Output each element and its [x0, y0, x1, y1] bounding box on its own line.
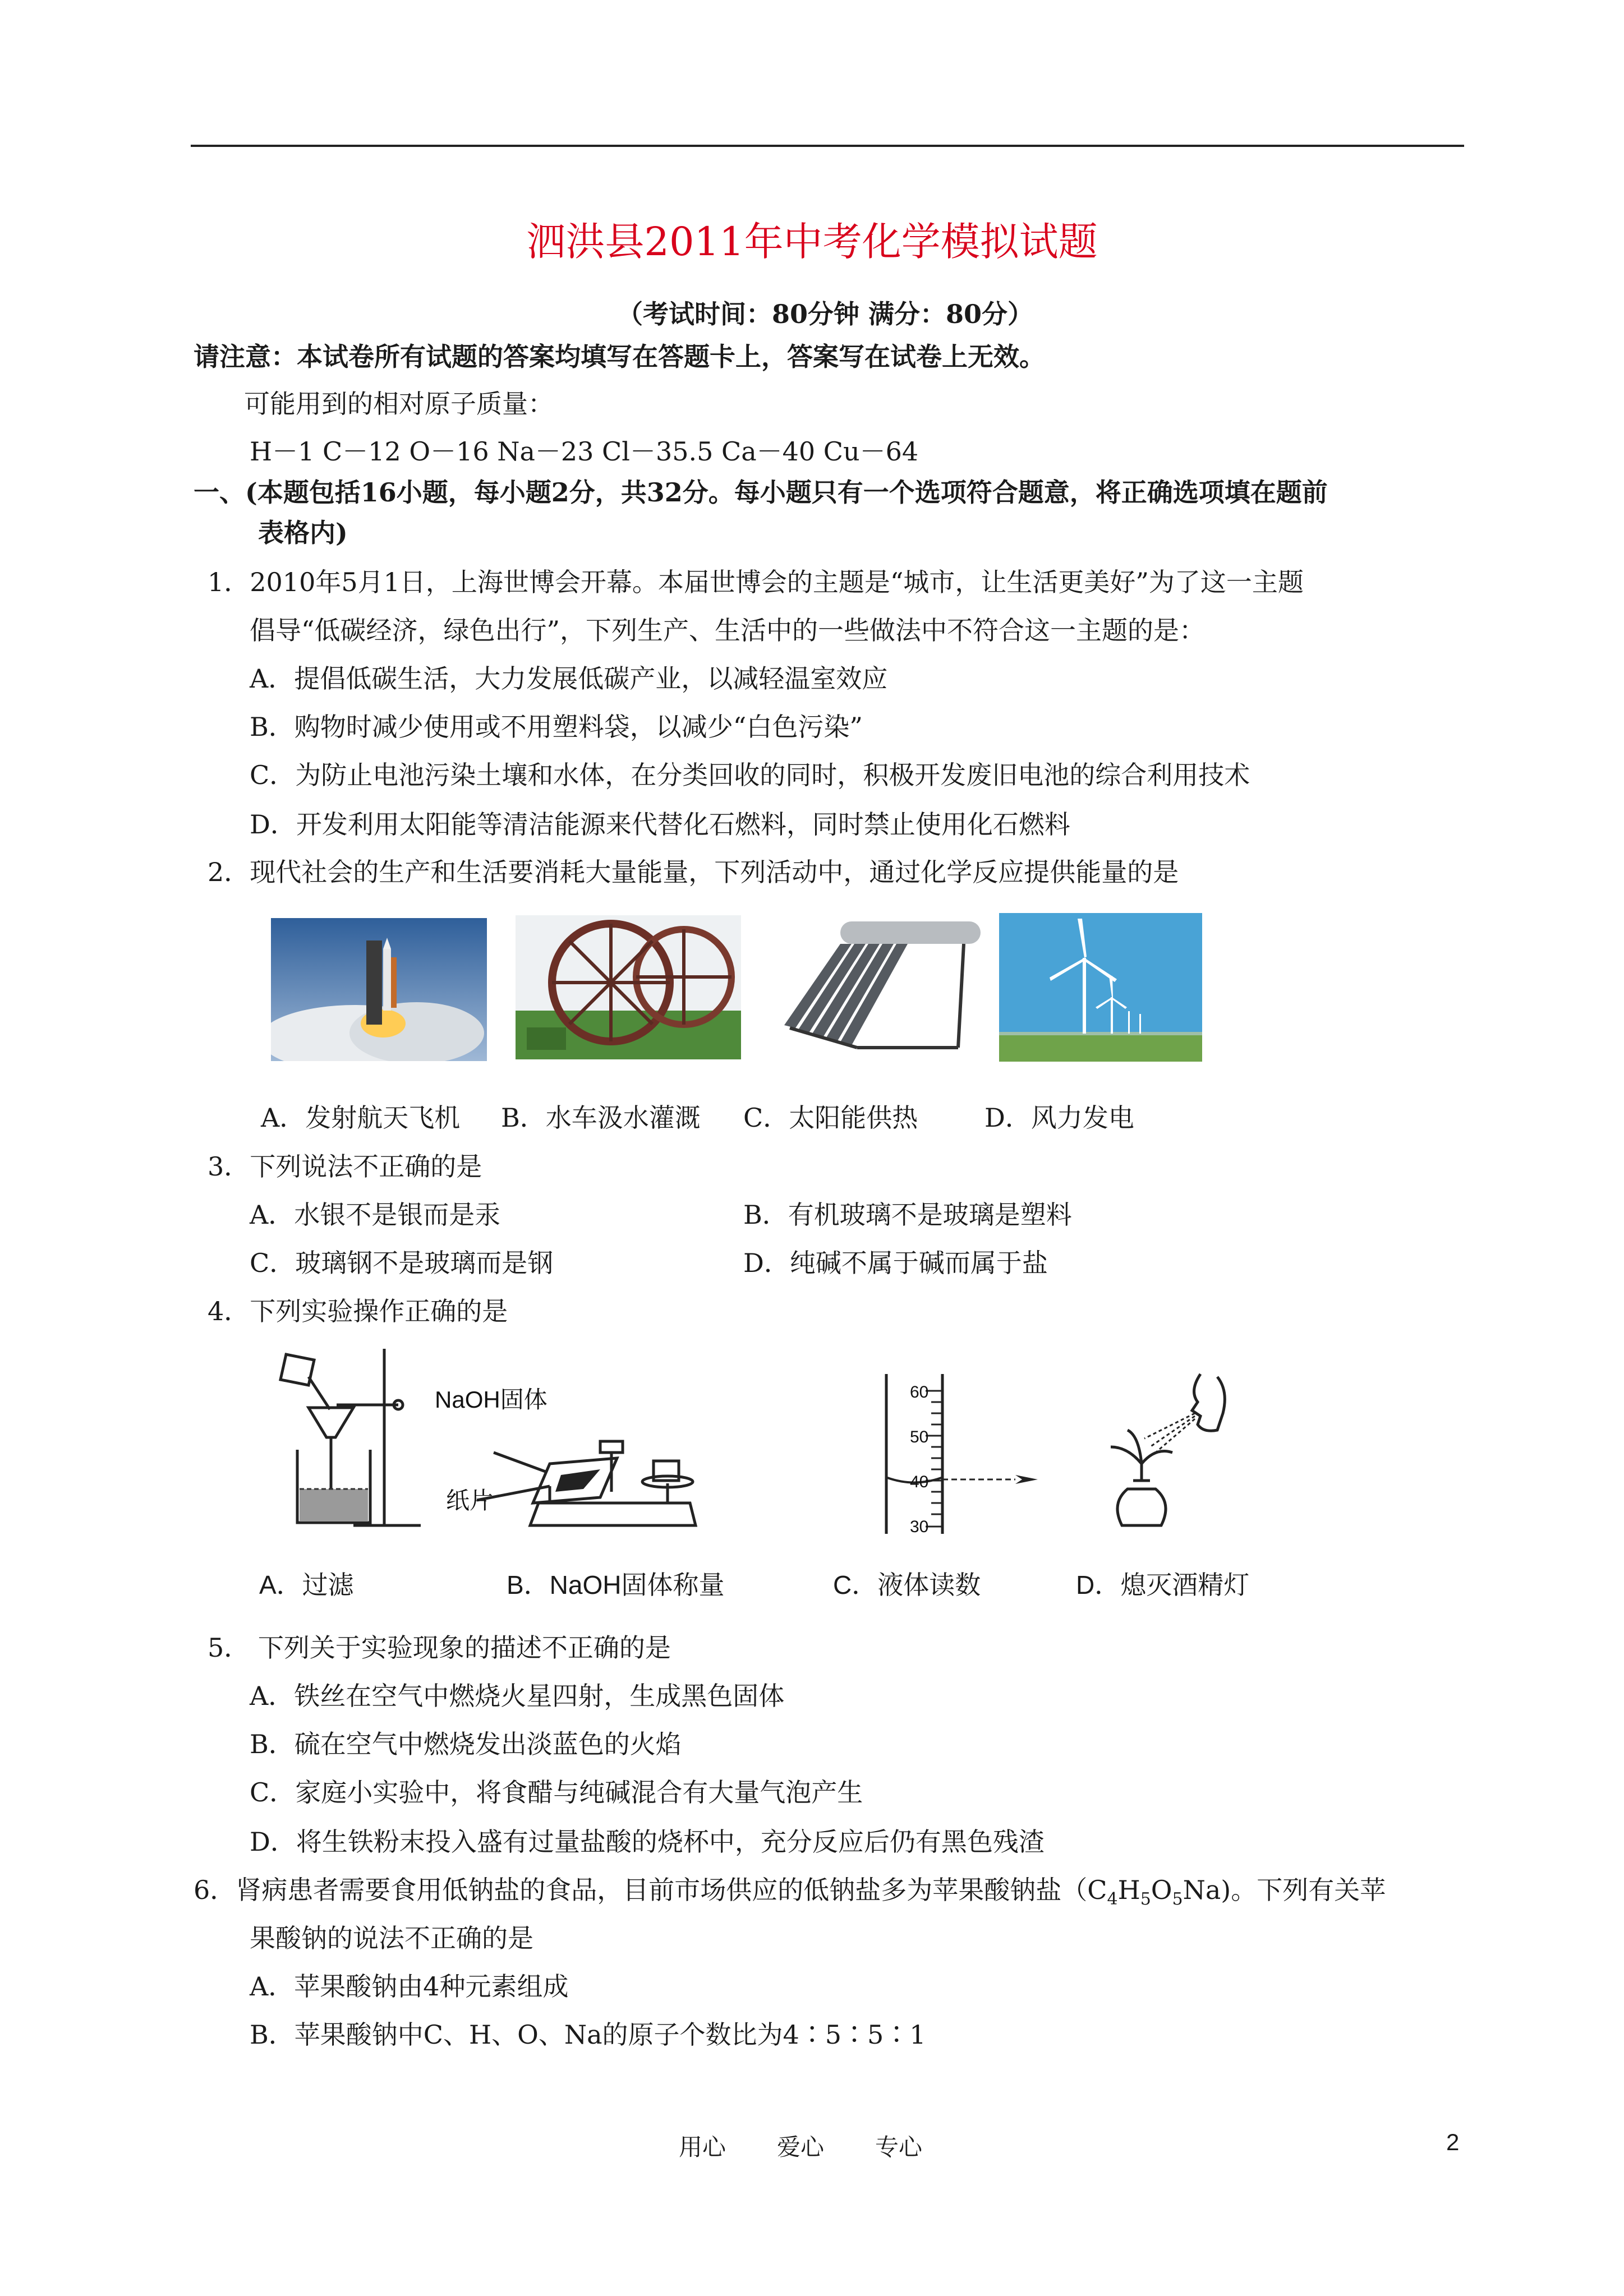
- q6-option-b: B．苹果酸钠中C、H、O、Na的原子个数比为4∶5∶5∶1: [250, 2020, 926, 2050]
- formula-o: O: [1151, 1875, 1172, 1905]
- formula-o-subscript: 5: [1172, 1889, 1183, 1909]
- atomic-mass-values: H－1 C－12 O－16 Na－23 Cl－35.5 Ca－40 Cu－64: [250, 436, 919, 467]
- q1-option-a: A．提倡低碳生活，大力发展低碳产业，以减轻温室效应: [250, 663, 888, 694]
- q5-option-a: A．铁丝在空气中燃烧火星四射，生成黑色固体: [250, 1681, 785, 1711]
- q3-option-c: C．玻璃钢不是玻璃而是钢: [250, 1248, 554, 1278]
- footer-motto-3: 专心: [875, 2133, 923, 2161]
- cylinder-mark-40: 40: [910, 1473, 929, 1491]
- q6-stem-text-end: Na)。下列有关苹: [1183, 1875, 1386, 1905]
- filtration-diagram: [264, 1343, 426, 1537]
- alcohol-lamp-diagram: [1088, 1368, 1257, 1537]
- q2-option-c: C．太阳能供热: [743, 1103, 918, 1133]
- shuttle-launch-photo: [271, 918, 487, 1061]
- paper-label: 纸片: [446, 1487, 494, 1514]
- wind-turbines-photo: [999, 913, 1202, 1062]
- q6-option-a: A．苹果酸钠由4种元素组成: [250, 1971, 569, 2002]
- q2-stem: 2．现代社会的生产和生活要消耗大量能量，下列活动中，通过化学反应提供能量的是: [208, 857, 1179, 887]
- q3-option-d: D．纯碱不属于碱而属于盐: [743, 1248, 1048, 1278]
- q5-option-c: C．家庭小实验中，将食醋与纯碱混合有大量气泡产生: [250, 1777, 863, 1808]
- page-number: 2: [1446, 2129, 1460, 2155]
- formula-c-subscript: 4: [1107, 1889, 1118, 1909]
- q5-option-d: D．将生铁粉末投入盛有过量盐酸的烧杯中，充分反应后仍有黑色残渣: [250, 1827, 1045, 1857]
- section-1-heading-cont: 表格内): [258, 518, 348, 548]
- cylinder-mark-60: 60: [910, 1383, 929, 1401]
- q1-option-c: C．为防止电池污染土壤和水体，在分类回收的同时，积极开发废旧电池的综合利用技术: [250, 760, 1250, 790]
- q4-option-b: B．NaOH固体称量: [507, 1570, 725, 1599]
- footer-motto-2: 爱心: [777, 2133, 825, 2161]
- cylinder-mark-50: 50: [910, 1428, 929, 1446]
- balance-diagram: [432, 1346, 701, 1537]
- footer-motto-1: 用心: [679, 2133, 726, 2161]
- solar-heater-photo: [773, 913, 992, 1059]
- q2-option-d: D．风力发电: [984, 1103, 1134, 1133]
- q5-option-b: B．硫在空气中燃烧发出淡蓝色的火焰: [250, 1729, 682, 1759]
- q1-option-d: D．开发利用太阳能等清洁能源来代替化石燃料，同时禁止使用化石燃料: [250, 809, 1070, 840]
- q4-option-c: C．液体读数: [833, 1570, 981, 1599]
- q6-stem-cont: 果酸钠的说法不正确的是: [250, 1923, 533, 1953]
- header-rule: [191, 145, 1464, 147]
- q4-option-a: A．过滤: [259, 1570, 354, 1599]
- q4-stem: 4．下列实验操作正确的是: [208, 1296, 508, 1326]
- formula-h-subscript: 5: [1140, 1889, 1151, 1909]
- exam-info: （考试时间：80分钟 满分：80分）: [617, 299, 1034, 329]
- atomic-mass-label: 可能用到的相对原子质量：: [244, 389, 554, 419]
- q3-option-a: A．水银不是银而是汞: [250, 1200, 501, 1230]
- formula-h: H: [1117, 1875, 1140, 1905]
- q1-option-b: B．购物时减少使用或不用塑料袋，以减少“白色污染”: [250, 712, 863, 742]
- section-1-heading: 一、(本题包括16小题，每小题2分，共32分。每小题只有一个选项符合题意，将正确选项填在题前: [194, 477, 1328, 508]
- q2-option-a: A．发射航天飞机: [261, 1103, 461, 1133]
- q6-stem: [194, 1873, 1386, 1916]
- q5-stem: 5． 下列关于实验现象的描述不正确的是: [208, 1633, 671, 1663]
- naoh-label: NaOH固体: [435, 1386, 548, 1413]
- q6-stem-text: 6．肾病患者需要食用低钠盐的食品，目前市场供应的低钠盐多为苹果酸钠盐（C: [194, 1875, 1107, 1905]
- notice: 请注意：本试卷所有试题的答案均填写在答题卡上，答案写在试卷上无效。: [194, 342, 1045, 372]
- q3-stem: 3．下列说法不正确的是: [208, 1151, 482, 1182]
- q1-stem: 1．2010年5月1日，上海世博会开幕。本届世博会的主题是“城市，让生活更美好”为了这一主题: [208, 567, 1304, 597]
- q4-option-d: D．熄灭酒精灯: [1076, 1570, 1250, 1599]
- q1-stem-cont: 倡导“低碳经济，绿色出行”，下列生产、生活中的一些做法中不符合这一主题的是：: [250, 615, 1206, 646]
- q3-option-b: B．有机玻璃不是玻璃是塑料: [743, 1200, 1072, 1230]
- page-title: 泗洪县2011年中考化学模拟试题: [526, 219, 1098, 265]
- cylinder-mark-30: 30: [910, 1518, 929, 1536]
- waterwheel-photo: [516, 915, 741, 1059]
- q2-option-b: B．水车汲水灌溉: [501, 1103, 701, 1133]
- graduated-cylinder-diagram: [847, 1368, 1066, 1537]
